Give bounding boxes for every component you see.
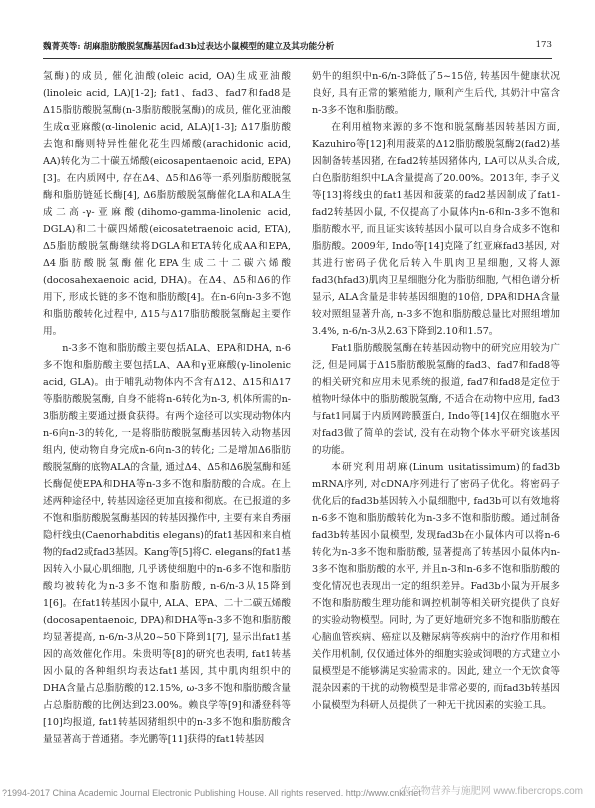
paragraph: 奶牛的组织中n-6/n-3降低了5~15倍, 转基因牛健康状况良好, 具有正常的繁殖能力, 顺利产生后代, 其奶汁中富含n-3多不饱和脂肪酸。 (312, 71, 560, 116)
paragraph: Fat1脂肪酸脱氢酶在转基因动物中的研究应用较为广泛, 但是同属于Δ15脂肪酸脱氢酶的fad3、fad7和fad8等的相关研究和应用未见系统的报道, fad7和fad8是定位于植物叶绿体中的脂肪酸脱氢酶, 不适合在动物中应用, fad3与fat1同属于内质网跨膜蛋白, Indo等[14]仅在细胞水平对fad3做了简单的尝试, 没有在动物个体水平研究该基因的功能。 (312, 343, 560, 456)
running-title: 魏菁英等: 胡麻脂肪酸脱氢酶基因fad3b过表达小鼠模型的建立及其功能分析 (43, 42, 335, 52)
paragraph: n-3多不饱和脂肪酸主要包括ALA、EPA和DHA, n-6多不饱和脂肪酸主要包括LA、AA和γ亚麻酸(γ-linolenic acid, GLA)。由于哺乳动物体内不含有Δ12、Δ15和Δ17等脂肪酸脱氢酶, 自身不能将n-6转化为n-3, 机体所需的n-3脂肪酸主要通过摄食获得。有两个途径可以实现动物体内n-6向n-3的转化, 一是将脂肪酸脱氢酶基因转入动物基因组内, 使动物自身完成n-6向n-3的转化; 二是增加Δ6脂肪酸脱氢酶的底物ALA的含量, 通过Δ4、Δ5和Δ6脱氢酶和延长酶促使EPA和DHA等n-3多不饱和脂肪酸的合成。在上述两种途径中, 转基因途径更加直接和彻底。在已报道的多不饱和脂肪酸脱氢酶基因的转基因操作中, 主要有来自秀丽隐杆线虫(Caenorhabditis elegans)的fat1基因和来自植物的fad2或fad3基因。Kang等[5]将C. elegans的fat1基因转入小鼠心肌细胞, 几乎诱使细胞中的n-6多不饱和脂肪酸均被转化为n-3多不饱和脂肪酸, n-6/n-3从15降到1[6]。在fat1转基因小鼠中, ALA、EPA、二十二碳五烯酸(docosapentaenoic, DPA)和DHA等n-3多不饱和脂肪酸均显著提高, n-6/n-3从20~50下降到1[7], 显示出fat1基因的高效催化作用。朱贵明等[8]的研究也表明, fat1转基因小鼠的各种组织均表达fat1基因, 其中肌肉组织中的DHA含量占总脂肪酸的12.15%, ω-3多不饱和脂肪酸含量占总脂肪酸的比例达到23.00%。赖良学等[9]和潘登科等[10]均报道, fat1转基因猪组织中的n-3多不饱和脂肪酸含量显著高于普通猪。李光鹏等[11]获得的fat1转基因 (43, 343, 291, 745)
copyright-line: ?1994-2017 China Academic Journal Electronic Publishing House. All rights reserved. http://www.cnki.net (2, 788, 421, 798)
right-column (312, 68, 560, 714)
page-footer (0, 788, 595, 802)
running-header (43, 40, 552, 54)
left-column (43, 68, 291, 748)
page-number: 173 (535, 40, 552, 50)
paragraph: 在利用植物来源的多不饱和脱氢酶基因转基因方面, Kazuhiro等[12]利用菠菜的Δ12脂肪酸脱氢酶2(fad2)基因制备转基因猪, 在fad2转基因猪体内, LA可以从头合成, 白色脂肪组织中LA含量提高了20.00%。2013年, 李子义等[13]将线虫的fat1基因和菠菜的fad2基因制成了fat1-fad2转基因小鼠, 不仅提高了小鼠体内n-6和n-3多不饱和脂肪酸水平, 而且证实该转基因小鼠可以自身合成多不饱和脂肪酸。2009年, Indo等[14]克隆了红亚麻fad3基因, 对其进行密码子优化后转入牛肌肉卫星细胞, 又将人源fad3(hfad3)肌肉卫星细胞分化为脂肪细胞, 气相色谱分析显示, ALA含量是非转基因细胞的10倍, DPA和DHA含量较对照组显著升高, n-3多不饱和脂肪酸总量比对照组增加3.4%, n-6/n-3从2.63下降到2.10和1.57。 (312, 122, 560, 337)
paragraph: 本研究利用胡麻(Linum usitatissimum)的fad3b mRNA序列, 对cDNA序列进行了密码子优化。将密码子优化后的fad3b基因转入小鼠细胞中, fad3b可以有效地将n-6多不饱和脂肪酸转化为n-3多不饱和脂肪酸。通过制备fad3b转基因小鼠模型, 发现fad3b在小鼠体内可以将n-6转化为n-3多不饱和脂肪酸, 显著提高了转基因小鼠体内n-3多不饱和脂肪酸的水平, 并且n-3和n-6多不饱和脂肪酸的变化情况也表现出一定的组织差异。Fad3b小鼠为开展多不饱和脂肪酸生理功能和调控机制等相关研究提供了良好的实验动物模型。同时, 为了更好地研究多不饱和脂肪酸在心脑血管疾病、癌症以及糖尿病等疾病中的治疗作用和相关作用机制, 仅仅通过体外的细胞实验或饲喂的方式建立小鼠模型是不能够满足实验需求的。因此, 建立一个无饮食等混杂因素的干扰的动物模型是非常必要的, 而fad3b转基因小鼠模型为科研人员提供了一种无干扰因素的实验工具。 (312, 462, 560, 711)
header-rule (43, 58, 552, 59)
site-watermark: 农产物营养与施肥网 www.fibercrops.com (400, 786, 583, 797)
paragraph: 氢酶)的成员, 催化油酸(oleic acid, OA)生成亚油酸(linoleic acid, LA)[1-2]; fat1、fad3、fad7和fad8是Δ15脂肪酸脱氢酶(n-3脂肪酸脱氢酶)的成员, 催化亚油酸生成α亚麻酸(α-linolenic acid, ALA)[1-3]; Δ17脂肪酸去饱和酶则特异性催化花生四烯酸(arachidonic acid, AA)转化为二十碳五烯酸(eicosapentaenoic acid, EPA)[3]。在内质网中, 存在Δ4、Δ5和Δ6等一系列脂肪酸脱氢酶和脂肪链延长酶[4], Δ6脂肪酸脱氢酶催化LA和ALA生成二高-γ-亚麻酸(dihomo-gamma-linolenic acid, DGLA)和二十碳四烯酸(eicosatetraenoic acid, ETA), Δ5脂肪酸脱氢酶继续将DGLA和ETA转化成AA和EPA, Δ4脂肪酸脱氢酶催化EPA生成二十二碳六烯酸(docosahexaenoic acid, DHA)。在Δ4、Δ5和Δ6的作用下, 形成长链的多不饱和脂肪酸[4]。在n-6向n-3多不饱和脂肪酸转化过程中, Δ15与Δ17脂肪酸脱氢酶起主要作用。 (43, 71, 291, 337)
